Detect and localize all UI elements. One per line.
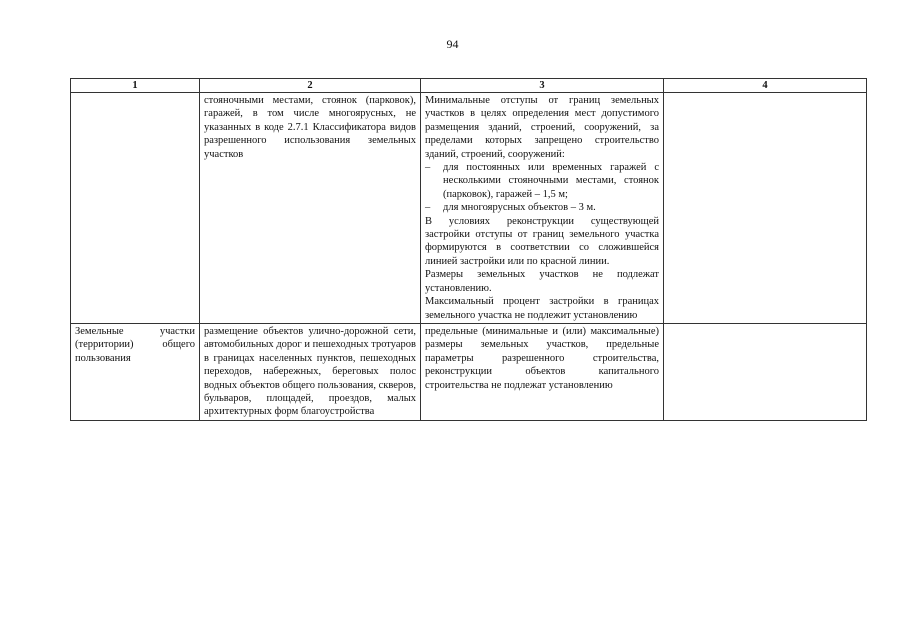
page-number: 94 xyxy=(446,37,459,51)
dash-marker: – xyxy=(425,202,431,214)
row1-col4-cell xyxy=(664,93,867,324)
row2-col4-cell xyxy=(664,323,867,420)
list-item xyxy=(425,161,659,201)
reconstruction-paragraph: В условиях реконструкции существующей застройки отступы от границ земельного участка формируются в соответствии со сложившейся линией застройки или по красной линии. xyxy=(425,215,659,267)
header-row xyxy=(71,79,867,93)
row1-col3-cell xyxy=(421,93,664,324)
list-item xyxy=(425,201,659,214)
dash-marker: – xyxy=(425,162,431,174)
row2-col3-cell: предельные (минимальные и (или) максимальные) размеры земельных участков, предельные параметры разрешенного строительства, реконструкции объектов капитального строительства не подлежат установлению xyxy=(421,323,664,420)
list-item-text: для постоянных или временных гаражей с несколькими стояночными местами, стоянок (парковок), гаражей – 1,5 м; xyxy=(443,162,659,200)
plot-size-paragraph: Размеры земельных участков не подлежат установлению. xyxy=(425,269,659,294)
building-percent-paragraph: Максимальный процент застройки в границах земельного участка не подлежит установлению xyxy=(425,296,659,321)
table-row xyxy=(71,93,867,324)
column-header-3: 3 xyxy=(421,79,664,93)
row1-col1-cell xyxy=(71,93,200,324)
column-header-2: 2 xyxy=(200,79,421,93)
list-item-text: для многоярусных объектов – 3 м. xyxy=(443,202,596,214)
setback-intro: Минимальные отступы от границ земельных участков в целях определения мест допустимого размещения зданий, строений, сооружений, за пределами которых запрещено строительство зданий, строений, сооружений: xyxy=(425,95,659,160)
row1-col2-cell: стояночными местами, стоянок (парковок), гаражей, в том числе многоярусных, не указанных в коде 2.7.1 Классификатора видов разрешенного использования земельных участков xyxy=(200,93,421,324)
row2-col2-cell: размещение объектов улично-дорожной сети, автомобильных дорог и пешеходных тротуаров в границах населенных пунктов, пешеходных переходов, набережных, береговых полос водных объектов общего пользования, скверов, бульваров, площадей, проездов, малых архитектурных форм благоустройства xyxy=(200,323,421,420)
table-row xyxy=(71,323,867,420)
column-header-4: 4 xyxy=(664,79,867,93)
regulations-table xyxy=(70,78,867,421)
column-header-1: 1 xyxy=(71,79,200,93)
row2-col1-cell: Земельные участки (территории) общего пользования xyxy=(71,323,200,420)
setback-list xyxy=(425,161,659,215)
